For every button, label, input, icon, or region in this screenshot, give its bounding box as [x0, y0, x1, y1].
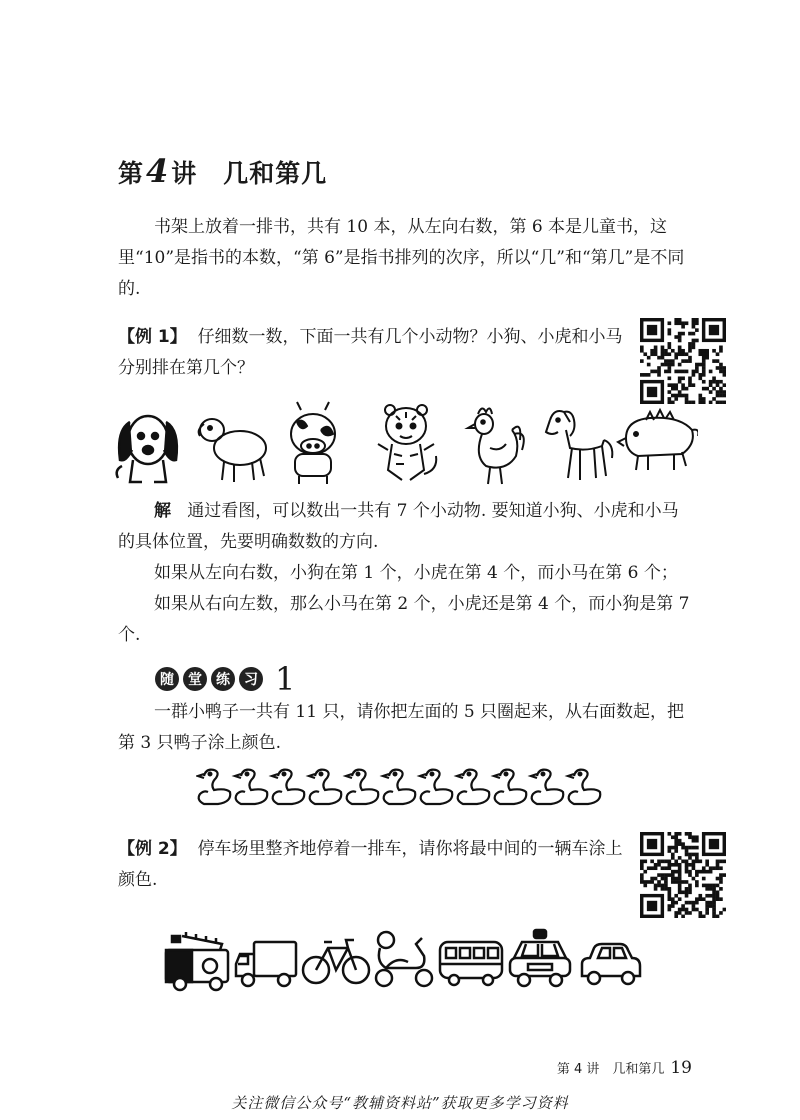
solution-line-3: 如果从右向左数，那么小马在第 2 个，小虎还是第 4 个，而小狗是第 7 个.	[118, 594, 690, 645]
lesson-title	[118, 152, 327, 190]
qr-code-1[interactable]	[640, 318, 726, 404]
example-2-tag: 【例 2】	[118, 839, 187, 859]
example-1-tag: 【例 1】	[118, 327, 187, 347]
title-prefix: 第	[118, 159, 145, 188]
duck-icon	[383, 770, 415, 804]
bicycle-icon	[303, 940, 369, 983]
duck-icon	[346, 770, 378, 804]
duck-icon	[235, 770, 267, 804]
intro-paragraph: 书架上放着一排书，共有 10 本，从左向右数，第 6 本是儿童书，这里“10”是指书的本数，“第 6”是指书排列的次序，所以“几”和“第几”是不同的.	[118, 217, 685, 299]
practice-heading	[155, 660, 295, 698]
title-suffix: 讲	[171, 159, 198, 188]
duck-icon	[494, 770, 526, 804]
practice-text: 一群小鸭子一共有 11 只，请你把左面的 5 只圈起来，从右面数起，把第 3 只鸭子涂上颜色.	[118, 702, 685, 753]
lesson-number: 4	[146, 152, 170, 190]
practice-number: 1	[275, 660, 296, 698]
truck-icon	[236, 942, 296, 986]
duck-icon	[272, 770, 304, 804]
police-car-icon	[510, 930, 570, 986]
duck-icon	[420, 770, 452, 804]
lesson-name: 几和第几	[223, 159, 328, 188]
solution-line-2: 如果从左向右数，小狗在第 1 个，小虎在第 4 个，而小马在第 6 个；	[154, 563, 678, 583]
solution	[118, 496, 693, 651]
horse-icon	[546, 411, 612, 480]
practice-char-2: 堂	[183, 667, 207, 691]
qr-code-2[interactable]	[640, 832, 726, 918]
ducks-row	[196, 764, 606, 808]
duck-icon	[457, 770, 489, 804]
rooster-icon	[468, 408, 524, 484]
page-number: 19	[670, 1058, 692, 1078]
bottom-notice: 关注微信公众号“教辅资料站”获取更多学习资料	[231, 1094, 569, 1112]
example-2-text: 停车场里整齐地停着一排车，请你将最中间的一辆车涂上颜色.	[118, 839, 623, 890]
dog-icon	[117, 416, 177, 482]
duck-icon	[568, 770, 600, 804]
duck-icon	[531, 770, 563, 804]
duck-icon	[198, 770, 230, 804]
solution-tag: 解	[154, 501, 171, 521]
fire-truck-icon	[166, 932, 228, 990]
running-footer	[557, 1058, 692, 1078]
duck-icon	[309, 770, 341, 804]
practice-char-3: 练	[211, 667, 235, 691]
vehicles-row	[162, 928, 642, 992]
solution-line-1: 通过看图，可以数出一共有 7 个小动物. 要知道小狗、小虎和小马的具体位置，先要明确数数的方向.	[118, 501, 679, 552]
car-icon	[582, 944, 640, 984]
cow-icon	[291, 402, 335, 484]
example-2	[118, 834, 628, 896]
scooter-icon	[376, 932, 432, 986]
example-1	[118, 322, 628, 384]
example-1-text: 仔细数一数，下面一共有几个小动物？小狗、小虎和小马分别排在第几个？	[118, 327, 623, 378]
tiger-icon	[378, 405, 436, 480]
running-title: 第 4 讲 几和第几	[556, 1062, 665, 1077]
boar-icon	[618, 410, 698, 470]
practice-char-4: 习	[239, 667, 263, 691]
sheep-icon	[199, 419, 266, 482]
bus-icon	[440, 942, 502, 985]
animals-row	[108, 400, 698, 490]
practice-char-1: 随	[155, 667, 179, 691]
